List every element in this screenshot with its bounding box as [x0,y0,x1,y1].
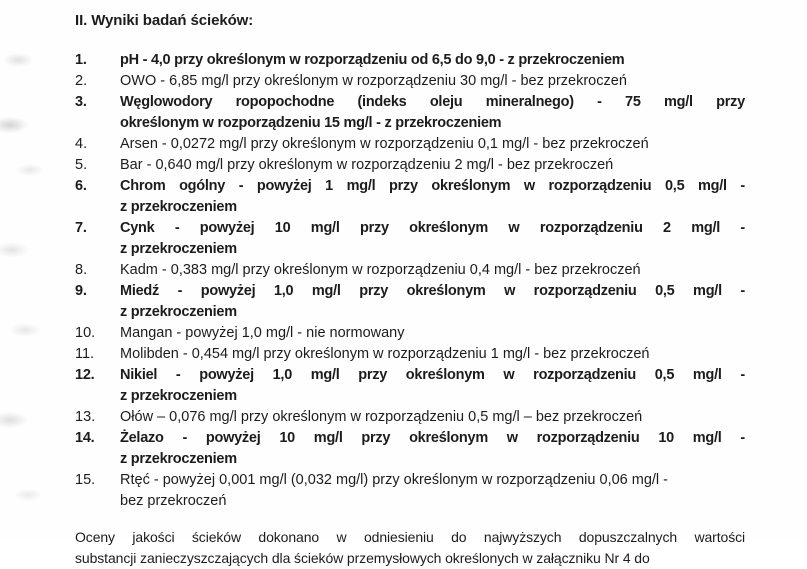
list-item-text [120,470,745,512]
section-heading: II. Wyniki badań ścieków: [75,12,254,29]
text-line: OWO - 6,85 mg/l przy określonym w rozporządzeniu 30 mg/l - bez przekroczeń [120,73,627,89]
list-item [75,281,745,323]
text-line: Żelazo - powyżej 10 mg/l przy określonym w rozporządzeniu 10 mg/l - [120,430,745,446]
closing-paragraph [75,527,745,569]
list-item-number: 4. [75,136,88,152]
list-item-text [120,71,745,92]
text-line: Molibden - 0,454 mg/l przy określonym w rozporządzeniu 1 mg/l - bez przekroczeń [120,346,650,362]
document-content [75,10,745,569]
list-item-text [120,92,745,134]
text-line: z przekroczeniem [120,451,237,467]
text-line: Ołów – 0,076 mg/l przy określonym w rozporządzeniu 0,5 mg/l – bez przekroczeń [120,409,643,425]
list-item [75,260,745,281]
list-item [75,71,745,92]
list-item-text [120,428,745,470]
list-item-text [120,407,745,428]
text-line: z przekroczeniem [120,388,237,404]
list-item-text [120,50,745,71]
list-item-number: 6. [75,178,87,194]
list-item-text [120,134,745,155]
list-item-number: 14. [75,430,95,446]
list-item [75,50,745,71]
text-line: Nikiel - powyżej 1,0 mg/l przy określonym w rozporządzeniu 0,5 mg/l - [120,367,745,383]
text-line: z przekroczeniem [120,241,237,257]
list-item [75,407,745,428]
list-item-number: 3. [75,94,87,110]
text-line: Miedź - powyżej 1,0 mg/l przy określonym w rozporządzeniu 0,5 mg/l - [120,283,745,299]
list-item [75,134,745,155]
list-item-number: 13. [75,409,96,425]
list-item-number: 5. [75,157,88,173]
list-item-number: 10. [75,325,96,341]
list-item-text [120,260,745,281]
list-item-number: 8. [75,262,88,278]
results-list [75,50,745,512]
list-item-text [120,281,745,323]
text-line: bez przekroczeń [120,493,227,509]
list-item-text [120,344,745,365]
list-item [75,218,745,260]
text-line: pH - 4,0 przy określonym w rozporządzeniu od 6,5 do 9,0 - z przekroczeniem [120,52,625,68]
list-item [75,323,745,344]
text-line: określonym w rozporządzeniu 15 mg/l - z przekroczeniem [120,115,502,131]
list-item [75,365,745,407]
list-item-number: 2. [75,73,88,89]
list-item-number: 7. [75,220,87,236]
text-line: Cynk - powyżej 10 mg/l przy określonym w rozporządzeniu 2 mg/l - [120,220,745,236]
text-line: Mangan - powyżej 1,0 mg/l - nie normowany [120,325,405,341]
list-item-number: 11. [75,346,95,362]
list-item [75,176,745,218]
text-line: Bar - 0,640 mg/l przy określonym w rozporządzeniu 2 mg/l - bez przekroczeń [120,157,614,173]
list-item [75,470,745,512]
text-line: Rtęć - powyżej 0,001 mg/l (0,032 mg/l) przy określonym w rozporządzeniu 0,06 mg/l - [120,472,668,488]
scan-artifact-noise [0,0,70,538]
text-line: Oceny jakości ścieków dokonano w odniesieniu do najwyższych dopuszczalnych wartości [75,529,745,545]
list-item-number: 12. [75,367,95,383]
text-line: z przekroczeniem [120,304,237,320]
text-line: substancji zanieczyszczających dla ścieków przemysłowych określonych w załączniku Nr 4 do [75,550,650,566]
list-item-number: 15. [75,472,96,488]
list-item [75,155,745,176]
list-item-text [120,176,745,218]
list-item-text [120,218,745,260]
text-line: Węglowodory ropopochodne (indeks oleju mineralnego) - 75 mg/l przy [120,94,745,110]
text-line: Chrom ogólny - powyżej 1 mg/l przy określonym w rozporządzeniu 0,5 mg/l - [120,178,745,194]
text-line: Kadm - 0,383 mg/l przy określonym w rozporządzeniu 0,4 mg/l - bez przekroczeń [120,262,641,278]
list-item-text [120,155,745,176]
text-line: z przekroczeniem [120,199,237,215]
list-item-text [120,323,745,344]
list-item [75,92,745,134]
text-line: Arsen - 0,0272 mg/l przy określonym w rozporządzeniu 0,1 mg/l - bez przekroczeń [120,136,649,152]
list-item-text [120,365,745,407]
list-item [75,344,745,365]
list-item [75,428,745,470]
list-item-number: 1. [75,52,87,68]
list-item-number: 9. [75,283,87,299]
